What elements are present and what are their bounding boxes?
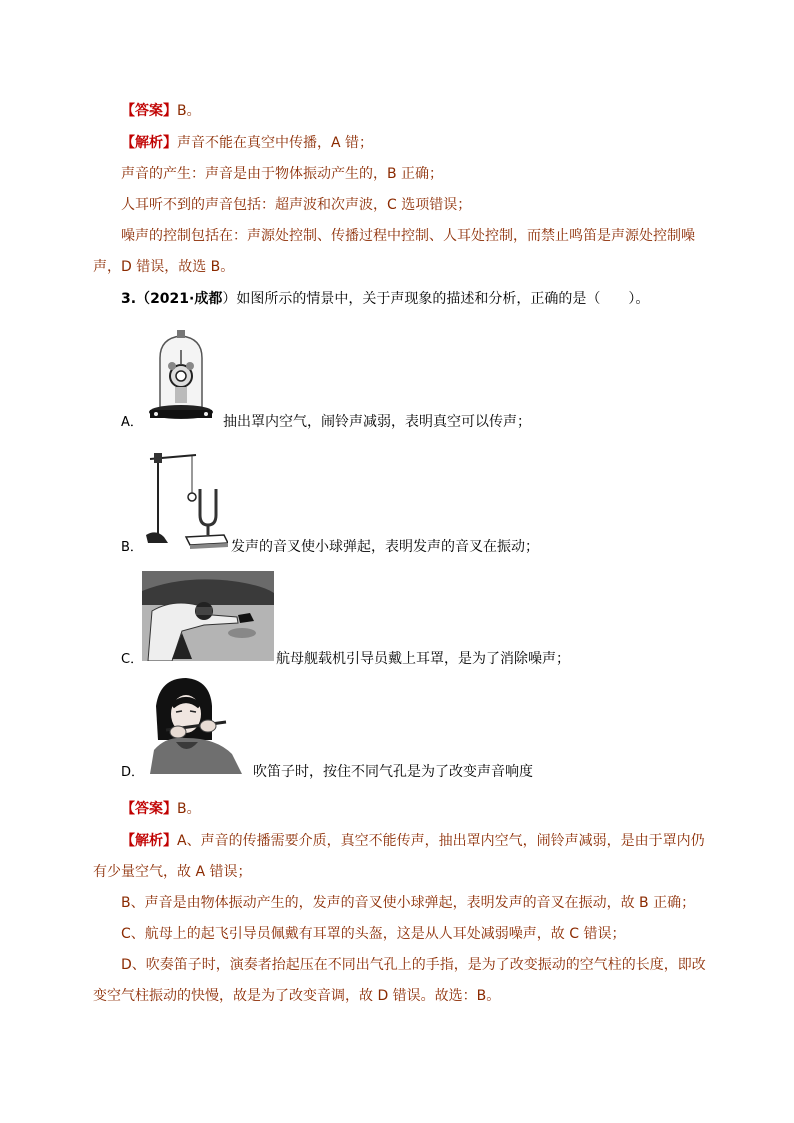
option-a-label: A． [121,415,143,430]
q2-analysis-line3: 人耳听不到的声音包括：超声波和次声波，C 选项错误； [121,197,472,213]
q2-analysis-line1 [121,133,373,153]
q2-analysis-line4b: 声，D 错误，故选 B。 [93,259,235,275]
answer-value: B。 [177,801,201,817]
flute-player-illustration [146,676,244,774]
q3-analysis-c: C、航母上的起飞引导员佩戴有耳罩的头盔，这是从人耳处减弱噪声，故 C 错误； [121,926,626,942]
q3-analysis-d1: D、吹奏笛子时，演奏者抬起压在不同出气孔上的手指，是为了改变振动的空气柱的长度，即改 [121,957,706,973]
analysis-tag: 【解析】 [121,135,177,151]
analysis-tag: 【解析】 [121,833,177,849]
option-d-text: 吹笛子时，按住不同气孔是为了改变声音响度 [253,764,533,780]
question-number: 3.（ [121,291,151,307]
deck-crew-illustration [142,571,274,661]
q3-analysis-a1 [121,831,705,851]
flute-player-photo [146,676,244,774]
q3-analysis-b: B、声音是由物体振动产生的，发声的音叉使小球弹起，表明发声的音叉在振动，故 B 正确； [121,895,696,911]
option-c-label: C． [121,652,144,667]
option-d-label: D． [121,765,145,780]
option-c-text: 航母舰载机引导员戴上耳罩，是为了消除噪声； [276,651,570,667]
q2-answer [121,101,201,121]
q3-analysis-d2: 变空气柱振动的快慢，故是为了改变音调，故 D 错误。故选：B。 [93,988,501,1004]
question-source: 2021·成都 [150,291,223,307]
analysis-text: 声音不能在真空中传播，A 错； [177,135,374,151]
analysis-text: A、声音的传播需要介质，真空不能传声，抽出罩内空气，闹铃声减弱，是由于罩内仍 [177,833,705,849]
deck-crew-photo [142,571,274,661]
answer-tag: 【答案】 [121,103,177,119]
q3-stem [121,289,649,309]
tuning-fork-illustration [146,447,228,551]
q3-analysis-a2: 有少量空气，故 A 错误； [93,864,252,880]
option-b-label: B． [121,540,143,555]
answer-value: B。 [177,103,201,119]
q3-answer [121,799,201,819]
q2-analysis-line2: 声音的产生：声音是由于物体振动产生的，B 正确； [121,166,444,182]
tuning-fork-figure [146,447,228,551]
bell-jar-illustration [146,328,216,424]
option-b-text: 发声的音叉使小球弹起，表明发声的音叉在振动； [231,539,539,555]
question-text: ）如图所示的情景中，关于声现象的描述和分析，正确的是（ ）。 [222,291,650,307]
option-a-text: 抽出罩内空气，闹铃声减弱，表明真空可以传声； [223,414,531,430]
answer-tag: 【答案】 [121,801,177,817]
bell-jar-figure [146,328,216,424]
q2-analysis-line4a: 噪声的控制包括在：声源处控制、传播过程中控制、人耳处控制，而禁止鸣笛是声源处控制噪 [121,228,695,244]
